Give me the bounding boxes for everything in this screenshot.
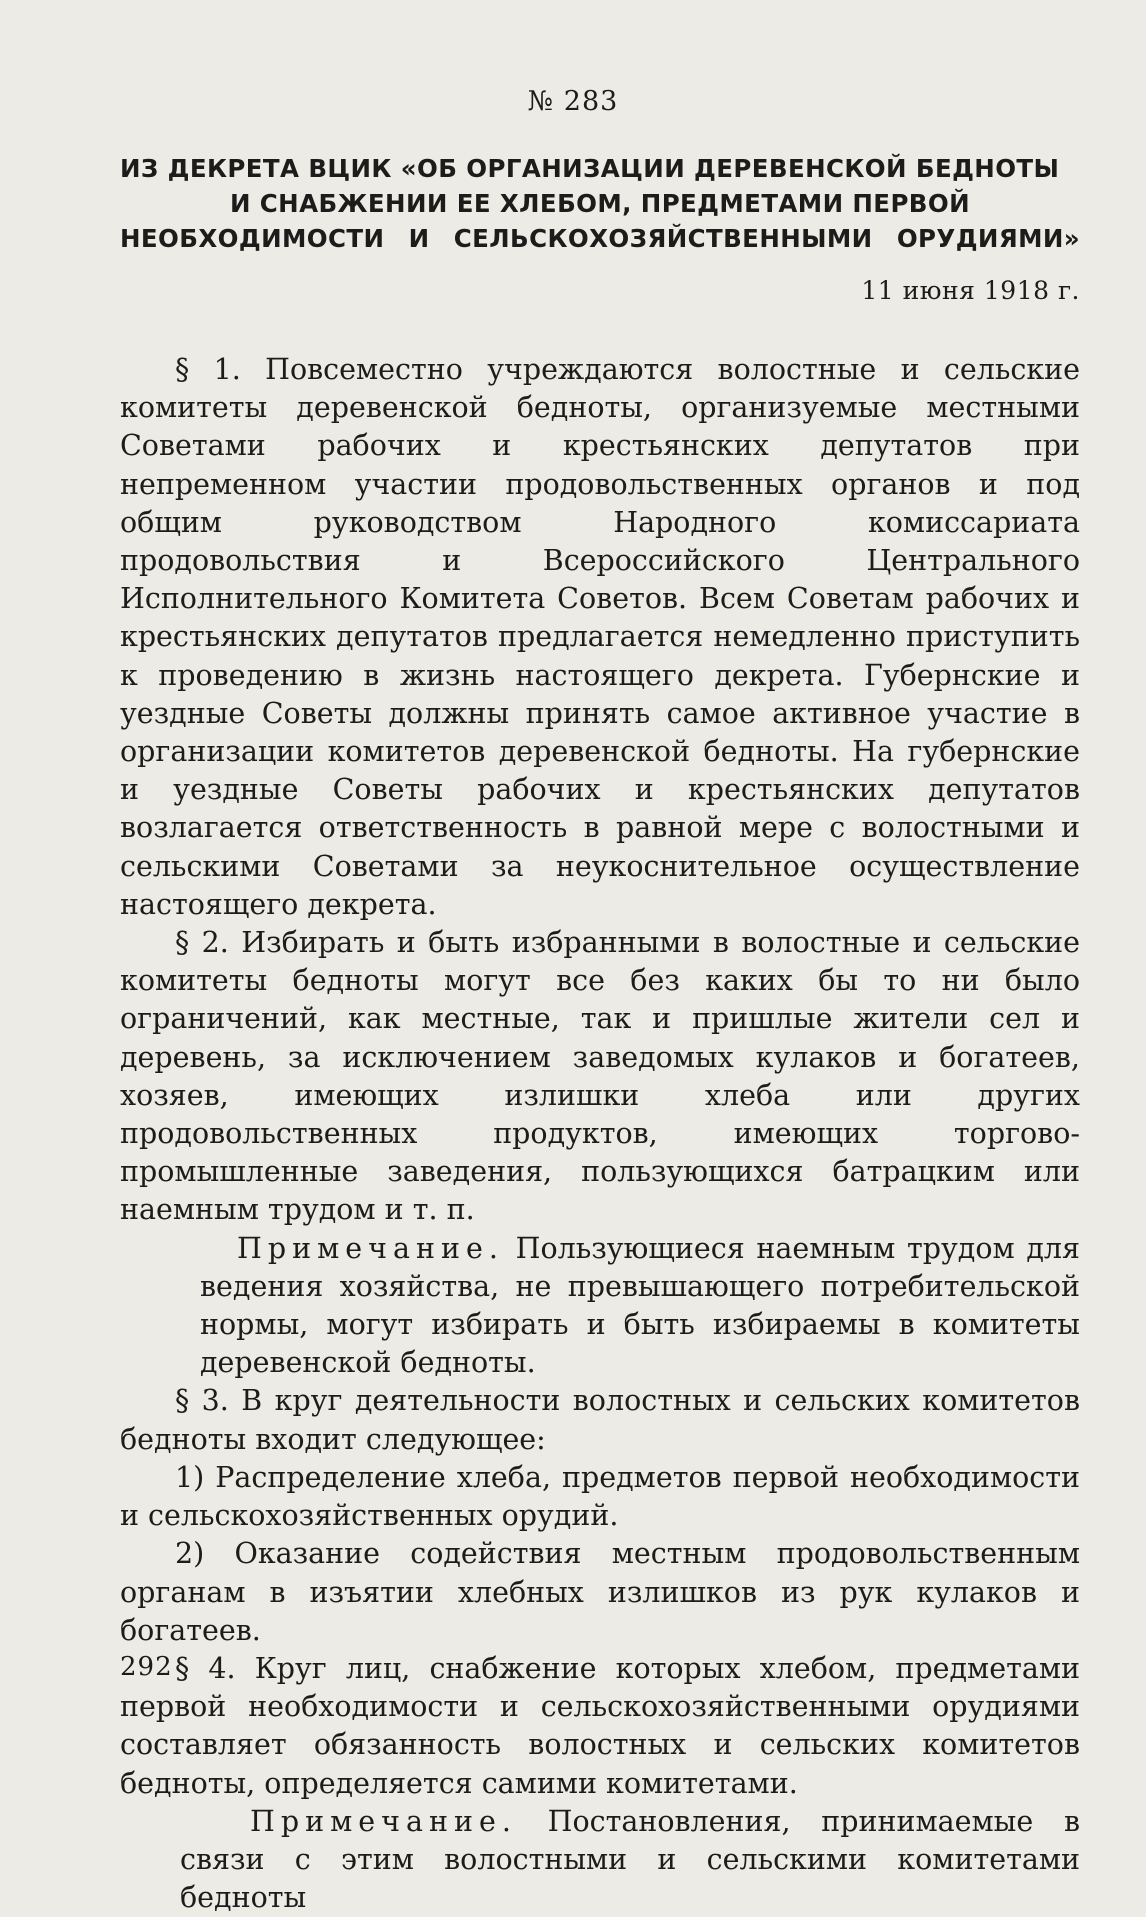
note-2-label: Примечание.: [250, 1804, 517, 1838]
page-number: 292: [120, 1652, 173, 1682]
document-body: [120, 351, 1080, 1917]
section-3-item-2: 2) Оказание содействия местным продовольственным органам в изъятии хлебных излишков из рук кулаков и богатеев.: [120, 1537, 1080, 1647]
note-1-text: Пользующиеся наемным трудом для ведения хозяйства, не превышающего потребительской нормы, могут избирать и быть избираемы в комитеты деревенской бедноты.: [200, 1231, 1080, 1380]
section-4: § 4. Круг лиц, снабжение которых хлебом, предметами первой необходимости и сельскохозяйственными орудиями составляет обязанность волостных и сельских комитетов бедноты, определяется самими комитетами.: [120, 1651, 1080, 1800]
document-title: [120, 151, 1080, 256]
document-date: 11 июня 1918 г.: [861, 276, 1080, 305]
title-line-1: ИЗ ДЕКРЕТА ВЦИК «ОБ ОРГАНИЗАЦИИ ДЕРЕВЕНСКОЙ БЕДНОТЫ: [120, 154, 1060, 183]
section-2: § 2. Избирать и быть избранными в волостные и сельские комитеты бедноты могут все без каких бы то ни было ограничений, как местные, так и пришлые жители сел и деревень, за исключением заведомых кулаков и богатеев, хозяев, имеющих излишки хлеба или других продовольственных продуктов, имеющих торгово-промышленные заведения, пользующихся батрацким или наемным трудом и т. п.: [120, 926, 1080, 1227]
title-line-2: И СНАБЖЕНИИ ЕЕ ХЛЕБОМ, ПРЕДМЕТАМИ ПЕРВОЙ: [229, 189, 971, 218]
section-1: § 1. Повсеместно учреждаются волостные и сельские комитеты деревенской бедноты, организуемые местными Советами рабочих и крестьянских депутатов при непременном участии продовольственных органов и под общим руководством Народного комиссариата продовольствия и Всероссийского Центрального Исполнительного Комитета Советов. Всем Советам рабочих и крестьянских депутатов предлагается немедленно приступить к проведению в жизнь настоящего декрета. Губернские и уездные Советы должны принять самое активное участие в организации комитетов деревенской бедноты. На губернские и уездные Советы рабочих и крестьянских депутатов возлагается ответственность в равной мере с волостными и сельскими Советами за неукоснительное осуществление настоящего декрета.: [120, 353, 1080, 921]
title-line-3: НЕОБХОДИМОСТИ И СЕЛЬСКОХОЗЯЙСТВЕННЫМИ ОРУДИЯМИ»: [120, 224, 1080, 253]
document-number: № 283: [527, 86, 619, 117]
section-3-item-1: 1) Распределение хлеба, предметов первой необходимости и сельскохозяйственных орудий.: [120, 1460, 1080, 1533]
note-2-text: Постановления, принимаемые в связи с этим волостными и сельскими комитетами бедноты: [180, 1804, 1080, 1915]
note-1: [120, 1230, 1080, 1383]
note-2: [120, 1803, 1080, 1917]
section-3: § 3. В круг деятельности волостных и сельских комитетов бедноты входит следующее:: [120, 1384, 1080, 1456]
note-1-label: Примечание.: [237, 1231, 504, 1265]
